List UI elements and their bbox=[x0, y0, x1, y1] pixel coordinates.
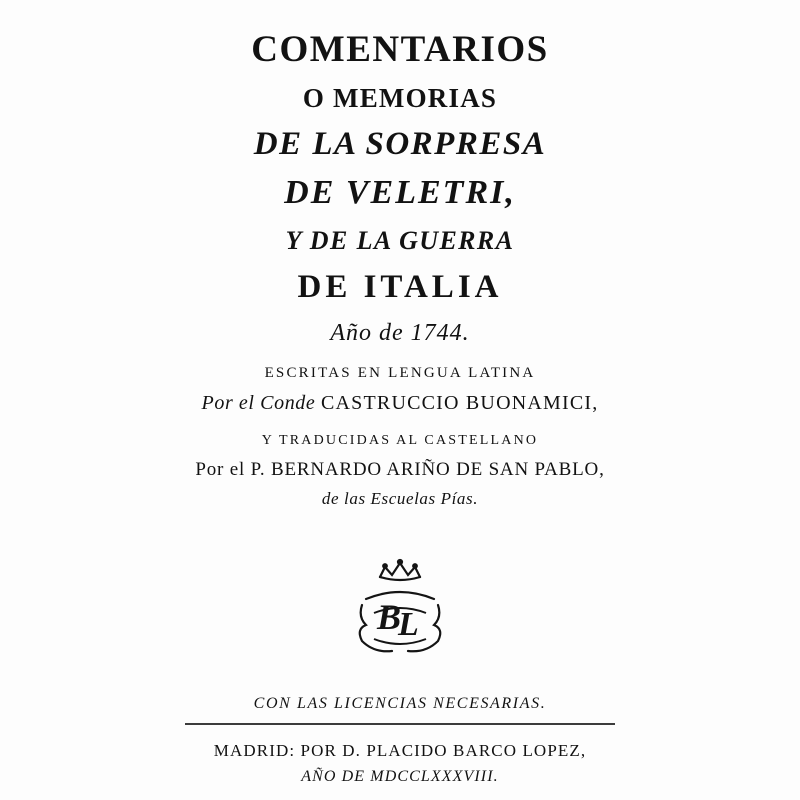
horizontal-rule bbox=[185, 723, 615, 725]
translator-name: BERNARDO ARIÑO DE SAN PABLO, bbox=[270, 459, 605, 480]
author-line bbox=[0, 392, 800, 415]
svg-text:L: L bbox=[398, 606, 419, 643]
title-block bbox=[0, 0, 800, 347]
svg-text:B: B bbox=[377, 597, 402, 637]
attribution-block bbox=[0, 347, 800, 509]
author-name: CASTRUCCIO BUONAMICI, bbox=[321, 392, 599, 414]
place-printer-line: MADRID: POR D. PLACIDO BARCO LOPEZ, bbox=[213, 741, 587, 760]
licence-line: CON LAS LICENCIAS NECESARIAS. bbox=[253, 695, 547, 712]
translator-order: de las Escuelas Pías. bbox=[321, 489, 479, 508]
printers-monogram-device-icon bbox=[340, 555, 460, 665]
title-line-3: DE LA SORPRESA bbox=[253, 126, 547, 162]
translation-note: Y TRADUCIDAS AL CASTELLANO bbox=[261, 433, 539, 448]
title-line-1: COMENTARIOS bbox=[251, 29, 549, 70]
title-line-6: DE ITALIA bbox=[297, 269, 503, 305]
title-line-5: Y DE LA GUERRA bbox=[285, 226, 515, 255]
imprint-block bbox=[0, 665, 800, 786]
year-line: AÑO DE MDCCLXXXVIII. bbox=[301, 768, 499, 785]
title-year-line: Año de 1744. bbox=[330, 320, 470, 346]
title-line-4: DE VELETRI, bbox=[284, 174, 516, 211]
translator-line bbox=[0, 459, 800, 481]
written-in-note: ESCRITAS EN LENGUA LATINA bbox=[264, 365, 536, 381]
translator-prefix: Por el P. bbox=[195, 459, 266, 480]
author-prefix: Por el Conde bbox=[201, 392, 316, 414]
title-line-2: O MEMORIAS bbox=[302, 83, 498, 113]
